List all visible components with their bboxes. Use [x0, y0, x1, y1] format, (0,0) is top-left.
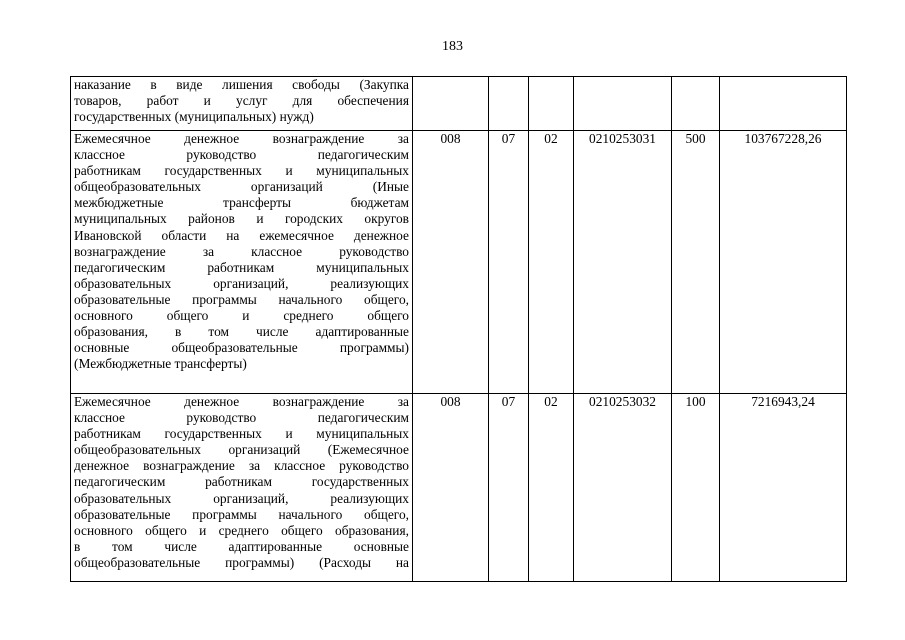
description-line: наказание в виде лишения свободы (Закупка: [74, 77, 409, 92]
section-code-cell: 07: [489, 131, 529, 394]
description-line: образовательных организаций, реализующих: [74, 275, 409, 291]
description-line: основного общего и среднего общего: [74, 308, 409, 324]
page-number: 183: [442, 39, 463, 54]
description-line: основные общеобразовательные программы): [74, 340, 409, 356]
table-row: [71, 394, 847, 582]
description-cell: [71, 131, 413, 394]
table-body: [71, 77, 847, 582]
description-line: Ивановской области на ежемесячное денежное: [74, 227, 409, 243]
description-line: денежное вознаграждение за классное руководство: [74, 458, 409, 474]
expense-type-cell: 500: [672, 131, 720, 394]
subsection-code-cell: 02: [529, 131, 574, 394]
description-line: (Межбюджетные трансферты): [74, 356, 247, 372]
description-line: образования, в том числе адаптированные: [74, 324, 409, 340]
target-article-cell: [574, 77, 672, 131]
description-line: Ежемесячное денежное вознаграждение за: [74, 131, 409, 146]
ministry-code-cell: 008: [413, 394, 489, 582]
description-line: образовательные программы начального общего,: [74, 506, 409, 522]
amount-cell: [720, 77, 847, 131]
description-line: межбюджетные трансферты бюджетам: [74, 195, 409, 211]
table-row: [71, 131, 847, 394]
description-line: муниципальных районов и городских округов: [74, 211, 409, 227]
description-line: вознаграждение за классное руководство: [74, 243, 409, 259]
description-line: классное руководство педагогическим: [74, 410, 409, 426]
description-line: образовательные программы начального общего,: [74, 291, 409, 307]
description-line: работникам государственных и муниципальных: [74, 426, 409, 442]
section-code-cell: 07: [489, 394, 529, 582]
target-article-cell: 0210253031: [574, 131, 672, 394]
subsection-code-cell: 02: [529, 394, 574, 582]
expense-type-cell: [672, 77, 720, 131]
budget-table: [70, 76, 847, 582]
target-article-cell: 0210253032: [574, 394, 672, 582]
subsection-code-cell: [529, 77, 574, 131]
description-cell: [71, 394, 413, 582]
description-line: общеобразовательных организаций (Иные: [74, 179, 409, 195]
description-line: в том числе адаптированные основные: [74, 538, 409, 554]
description-cell: [71, 77, 413, 131]
amount-cell: 103767228,26: [720, 131, 847, 394]
description-line: работникам государственных и муниципальных: [74, 163, 409, 179]
description-line: общеобразовательные программы) (Расходы на: [74, 554, 409, 570]
description-line: товаров, работ и услуг для обеспечения: [74, 93, 409, 109]
description-line: педагогическим работникам государственных: [74, 474, 409, 490]
expense-type-cell: 100: [672, 394, 720, 582]
description-line: классное руководство педагогическим: [74, 147, 409, 163]
section-code-cell: [489, 77, 529, 131]
description-line: основного общего и среднего общего образования,: [74, 522, 409, 538]
description-line: образовательных организаций, реализующих: [74, 490, 409, 506]
ministry-code-cell: 008: [413, 131, 489, 394]
description-line: общеобразовательных организаций (Ежемесячное: [74, 442, 409, 458]
description-line: Ежемесячное денежное вознаграждение за: [74, 394, 409, 409]
table-row: [71, 77, 847, 131]
description-line: педагогическим работникам муниципальных: [74, 259, 409, 275]
description-line: государственных (муниципальных) нужд): [74, 109, 314, 125]
ministry-code-cell: [413, 77, 489, 131]
amount-cell: 7216943,24: [720, 394, 847, 582]
